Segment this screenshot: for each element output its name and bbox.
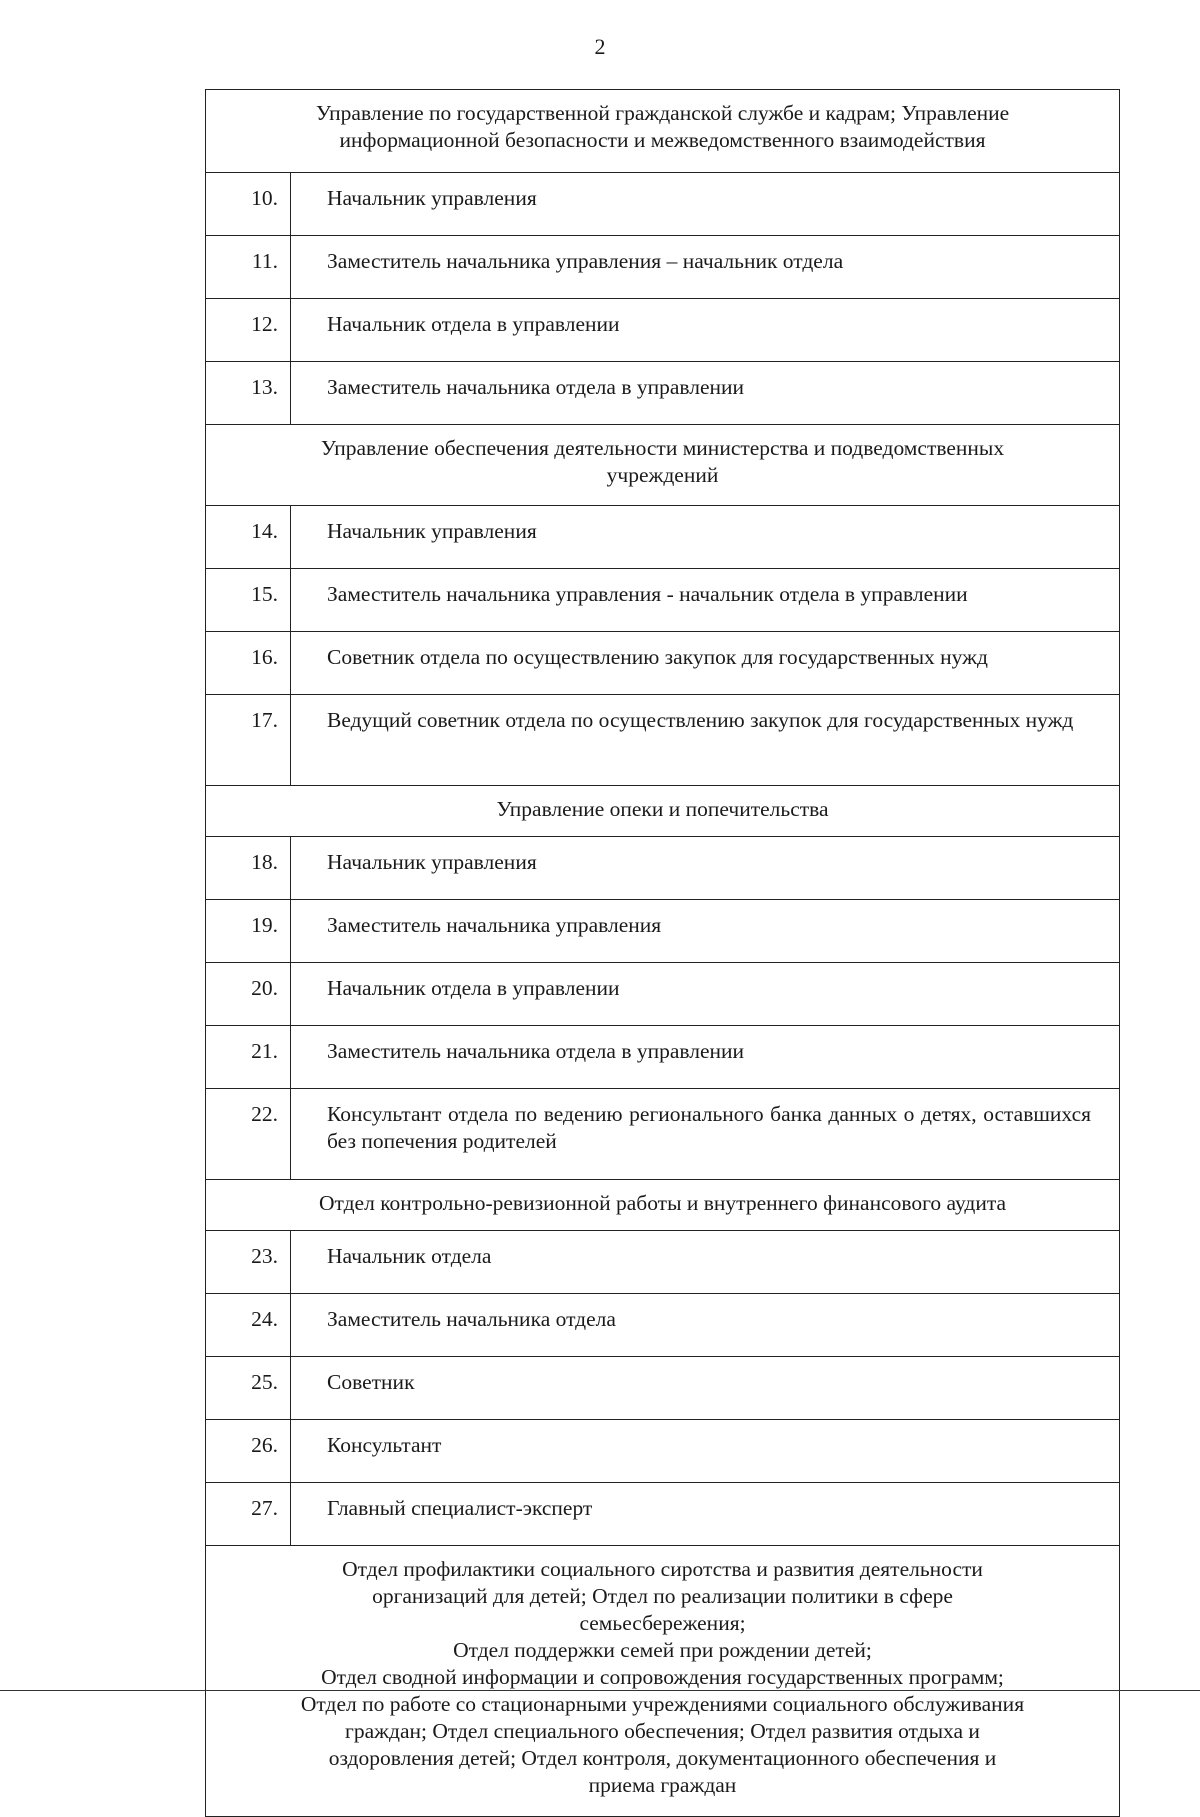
- row-number: 17.: [206, 695, 291, 786]
- table-row: [206, 1026, 1120, 1089]
- row-number: 11.: [206, 236, 291, 299]
- section-title-line: семьесбережения;: [579, 1611, 746, 1635]
- table-row: [206, 506, 1120, 569]
- section-title: [206, 1180, 1119, 1226]
- position-title: Заместитель начальника управления: [291, 900, 1120, 963]
- section-title-line: организаций для детей; Отдел по реализации политики в сфере: [372, 1584, 953, 1608]
- section-title: [206, 90, 1119, 163]
- table-row: [206, 236, 1120, 299]
- section-title-cell: [206, 1546, 1120, 1817]
- section-title-line: Отдел поддержки семей при рождении детей;: [453, 1638, 872, 1662]
- position-title: Заместитель начальника отдела: [291, 1294, 1120, 1357]
- row-number: 23.: [206, 1231, 291, 1294]
- table-row: [206, 1483, 1120, 1546]
- position-title: Начальник управления: [291, 506, 1120, 569]
- section-header-row: [206, 1546, 1120, 1817]
- position-title: Советник: [291, 1357, 1120, 1420]
- row-number: 20.: [206, 963, 291, 1026]
- section-title-cell: [206, 90, 1120, 173]
- section-title: [206, 425, 1119, 498]
- section-title-line: Отдел сводной информации и сопровождения государственных программ;: [321, 1665, 1004, 1689]
- table-row: [206, 362, 1120, 425]
- table-row: [206, 173, 1120, 236]
- position-title: Консультант отдела по ведению регионального банка данных о детях, оставшихся без попечения родителей: [291, 1089, 1120, 1180]
- position-title: Начальник отдела: [291, 1231, 1120, 1294]
- table-row: [206, 900, 1120, 963]
- page-bottom-rule: [0, 1690, 1200, 1691]
- row-number: 18.: [206, 837, 291, 900]
- row-number: 14.: [206, 506, 291, 569]
- section-title-line: оздоровления детей; Отдел контроля, документационного обеспечения и: [328, 1746, 997, 1770]
- section-title-line: Управление обеспечения деятельности министерства и подведомственных: [320, 436, 1005, 460]
- row-number: 22.: [206, 1089, 291, 1180]
- table-row: [206, 569, 1120, 632]
- section-title-line: информационной безопасности и межведомственного взаимодействия: [339, 128, 986, 152]
- row-number: 25.: [206, 1357, 291, 1420]
- section-title-cell: [206, 425, 1120, 506]
- section-title-line: Отдел контрольно-ревизионной работы и внутреннего финансового аудита: [318, 1191, 1007, 1215]
- section-title: [206, 786, 1119, 832]
- row-number: 27.: [206, 1483, 291, 1546]
- row-number: 21.: [206, 1026, 291, 1089]
- table-row: [206, 299, 1120, 362]
- section-title-line: приема граждан: [588, 1773, 737, 1797]
- position-title: Начальник управления: [291, 173, 1120, 236]
- position-title: Заместитель начальника отдела в управлении: [291, 362, 1120, 425]
- section-header-row: [206, 1180, 1120, 1231]
- section-header-row: [206, 425, 1120, 506]
- row-number: 15.: [206, 569, 291, 632]
- position-title: Главный специалист-эксперт: [291, 1483, 1120, 1546]
- section-title: [206, 1546, 1119, 1808]
- row-number: 13.: [206, 362, 291, 425]
- position-title: Начальник управления: [291, 837, 1120, 900]
- position-title: Советник отдела по осуществлению закупок для государственных нужд: [291, 632, 1120, 695]
- position-title: Заместитель начальника отдела в управлении: [291, 1026, 1120, 1089]
- section-header-row: [206, 786, 1120, 837]
- table-row: [206, 1294, 1120, 1357]
- section-title-cell: [206, 1180, 1120, 1231]
- row-number: 26.: [206, 1420, 291, 1483]
- position-title: Ведущий советник отдела по осуществлению закупок для государственных нужд: [291, 695, 1120, 786]
- positions-table-body: [206, 90, 1120, 1817]
- position-title: Начальник отдела в управлении: [291, 299, 1120, 362]
- section-title-line: учреждений: [606, 463, 719, 487]
- positions-table: [205, 89, 1120, 1817]
- table-row: [206, 963, 1120, 1026]
- table-row: [206, 1420, 1120, 1483]
- position-title: Консультант: [291, 1420, 1120, 1483]
- section-title-line: Управление опеки и попечительства: [496, 797, 829, 821]
- table-row: [206, 837, 1120, 900]
- section-header-row: [206, 90, 1120, 173]
- table-row: [206, 1357, 1120, 1420]
- table-row: [206, 1089, 1120, 1180]
- section-title-line: Отдел профилактики социального сиротства и развития деятельности: [342, 1557, 983, 1581]
- position-title: Заместитель начальника управления - начальник отдела в управлении: [291, 569, 1120, 632]
- position-title: Заместитель начальника управления – начальник отдела: [291, 236, 1120, 299]
- section-title-line: Отдел по работе со стационарными учреждениями социального обслуживания: [300, 1692, 1025, 1716]
- row-number: 24.: [206, 1294, 291, 1357]
- table-row: [206, 632, 1120, 695]
- row-number: 16.: [206, 632, 291, 695]
- page-number: 2: [594, 34, 606, 59]
- position-title: Начальник отдела в управлении: [291, 963, 1120, 1026]
- section-title-line: граждан; Отдел специального обеспечения; Отдел развития отдыха и: [345, 1719, 980, 1743]
- row-number: 10.: [206, 173, 291, 236]
- row-number: 12.: [206, 299, 291, 362]
- section-title-cell: [206, 786, 1120, 837]
- table-row: [206, 1231, 1120, 1294]
- section-title-line: Управление по государственной гражданской службе и кадрам; Управление: [315, 101, 1010, 125]
- row-number: 19.: [206, 900, 291, 963]
- table-row: [206, 695, 1120, 786]
